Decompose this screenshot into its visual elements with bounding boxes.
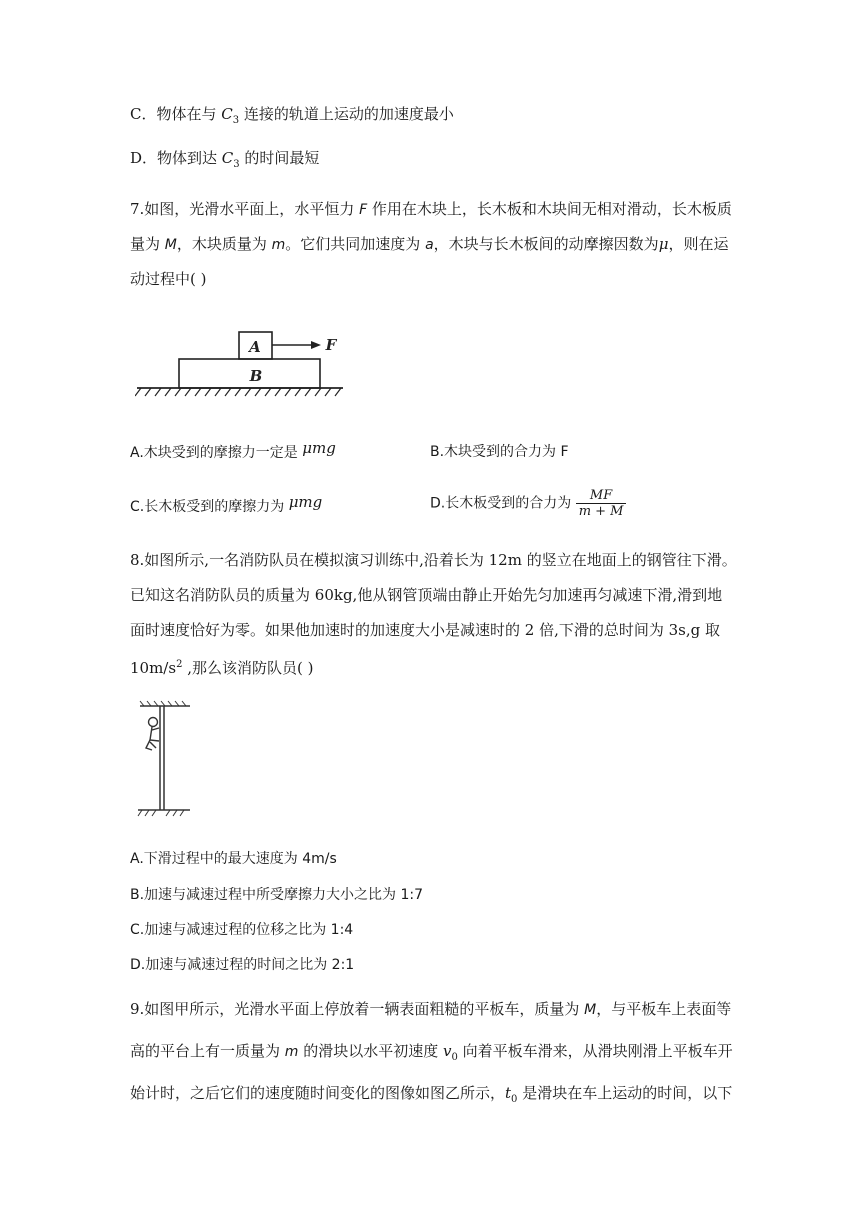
q8-option-a: A.下滑过程中的最大速度为 4m/s xyxy=(130,851,337,867)
q7-option-d: D.长木板受到的合力为 $\frac{MF}{m + M}$ xyxy=(430,488,626,519)
q9-stem-line-2: 高的平台上有一质量为 m 的滑块以水平初速度 $v_0$ 向着平板车滑来，从滑块刚滑上平板车开 xyxy=(130,1042,733,1063)
q7-option-a: A.木块受到的摩擦力一定是 μmg xyxy=(130,439,336,461)
label-f: F xyxy=(325,336,337,354)
q6-option-d: D．物体到达 $C_3$ 的时间最短 xyxy=(130,149,320,170)
q7-stem-line-1: 7.如图，光滑水平面上，水平恒力 F 作用在木块上，长木板和木块间无相对滑动，长木板质 xyxy=(130,200,732,218)
q8-stem-line-4: $10m/s^2$ ,那么该消防队员( ) xyxy=(130,659,314,677)
q8-stem-line-2: 已知这名消防队员的质量为 60kg,他从钢管顶端由静止开始先匀加速再匀减速下滑,滑到地 xyxy=(130,586,723,604)
q8-stem-line-1: 8.如图所示,一名消防队员在模拟演习训练中,沿着长为 12m 的竖立在地面上的钢管往下滑。 xyxy=(130,551,737,569)
q8-pole-figure xyxy=(134,700,194,820)
q9-stem-line-3: 始计时，之后它们的速度随时间变化的图像如图乙所示，$t_0$ 是滑块在车上运动的时间，以下 xyxy=(130,1084,733,1105)
q7-option-c: C.长木板受到的摩擦力为 μmg xyxy=(130,493,323,515)
q7-block-figure xyxy=(135,330,350,402)
firefighter xyxy=(146,718,159,751)
q8-option-d: D.加速与减速过程的时间之比为 2:1 xyxy=(130,957,355,973)
fraction: $\frac{MF}{m + M}$ xyxy=(576,488,627,519)
ground-hatch xyxy=(135,388,341,396)
q8-option-c: C.加速与减速过程的位移之比为 1:4 xyxy=(130,922,354,938)
q7-stem-line-3: 动过程中( ) xyxy=(130,270,207,288)
q7-stem-line-2: 量为 M，木块质量为 m。它们共同加速度为 a，木块与长木板间的动摩擦因数为μ，则在运 xyxy=(130,235,729,253)
q7-option-b: B.木块受到的合力为 F xyxy=(430,444,569,460)
q6-option-c: C．物体在与 $C_3$ 连接的轨道上运动的加速度最小 xyxy=(130,105,454,126)
q9-stem-line-1: 9.如图甲所示，光滑水平面上停放着一辆表面粗糙的平板车，质量为 M，与平板车上表面等 xyxy=(130,1000,732,1018)
q8-stem-line-3: 面时速度恰好为零。如果他加速时的加速度大小是减速时的 2 倍,下滑的总时间为 3s,g 取 xyxy=(130,621,720,639)
label-a: A xyxy=(249,338,261,356)
label-b: B xyxy=(249,367,263,385)
q8-option-b: B.加速与减速过程中所受摩擦力大小之比为 1:7 xyxy=(130,887,424,903)
